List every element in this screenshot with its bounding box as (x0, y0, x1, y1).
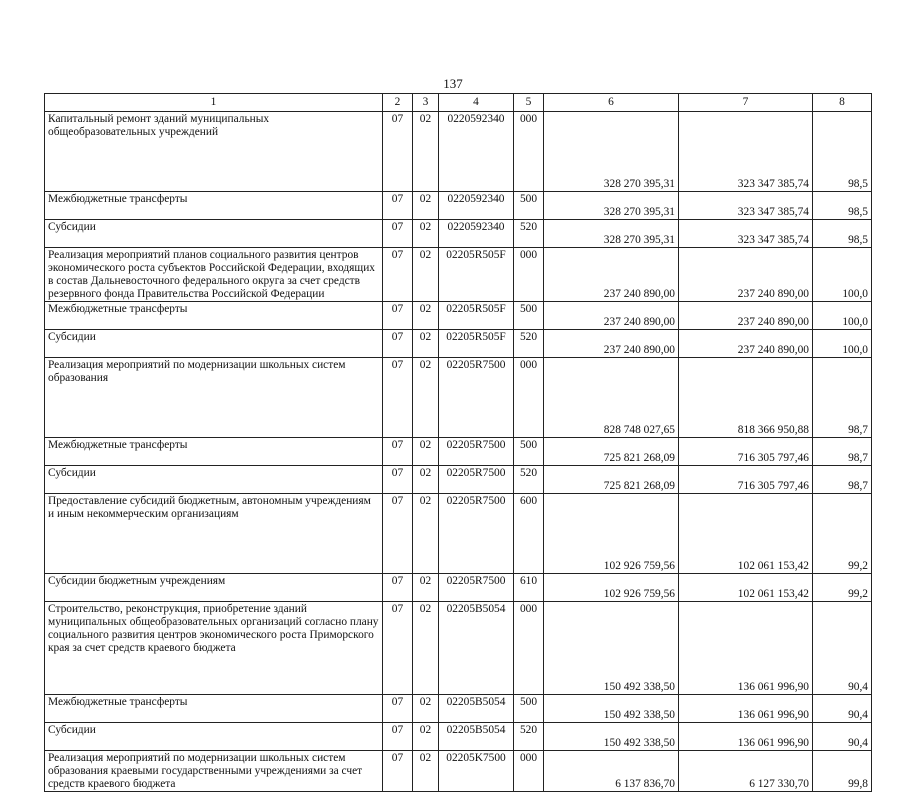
execution-percent-cell: 98,7 (813, 358, 872, 438)
table-row (45, 192, 872, 220)
section-code-cell: 07 (383, 695, 413, 723)
planned-amount-cell: 328 270 395,31 (544, 112, 679, 192)
section-code-cell: 07 (383, 438, 413, 466)
target-article-cell: 02205R7500 (439, 438, 514, 466)
executed-amount-cell: 136 061 996,90 (679, 602, 813, 695)
planned-amount-cell: 328 270 395,31 (544, 220, 679, 248)
subsection-code-cell: 02 (413, 723, 439, 751)
executed-amount-cell: 323 347 385,74 (679, 220, 813, 248)
item-name-cell: Реализация мероприятий планов социального развития центров экономического роста субъектов Российской Федерации, входящих в состав Дальневосточного федерального округа за счет средств резервного фонда Правительства Российской Федерации (45, 248, 383, 302)
subsection-code-cell: 02 (413, 494, 439, 574)
item-name-cell: Строительство, реконструкция, приобретение зданий муниципальных общеобразовательных организаций согласно плану социального развития центров экономического роста Приморского края за счет средств краевого бюджета (45, 602, 383, 695)
execution-percent-cell: 100,0 (813, 330, 872, 358)
planned-amount-cell: 150 492 338,50 (544, 695, 679, 723)
target-article-cell: 0220592340 (439, 220, 514, 248)
subsection-code-cell: 02 (413, 192, 439, 220)
target-article-cell: 02205R7500 (439, 494, 514, 574)
execution-percent-cell: 90,4 (813, 695, 872, 723)
item-name-cell: Межбюджетные трансферты (45, 438, 383, 466)
planned-amount-cell: 102 926 759,56 (544, 574, 679, 602)
expense-type-cell: 520 (514, 220, 544, 248)
execution-percent-cell: 98,7 (813, 466, 872, 494)
section-code-cell: 07 (383, 220, 413, 248)
expense-type-cell: 610 (514, 574, 544, 602)
item-name-cell: Межбюджетные трансферты (45, 302, 383, 330)
table-row (45, 358, 872, 438)
section-code-cell: 07 (383, 248, 413, 302)
execution-percent-cell: 90,4 (813, 602, 872, 695)
column-header: 8 (813, 94, 872, 112)
target-article-cell: 02205R505F (439, 248, 514, 302)
subsection-code-cell: 02 (413, 302, 439, 330)
table-row (45, 602, 872, 695)
target-article-cell: 0220592340 (439, 112, 514, 192)
executed-amount-cell: 6 127 330,70 (679, 751, 813, 792)
planned-amount-cell: 150 492 338,50 (544, 723, 679, 751)
expense-type-cell: 000 (514, 358, 544, 438)
section-code-cell: 07 (383, 494, 413, 574)
subsection-code-cell: 02 (413, 695, 439, 723)
executed-amount-cell: 716 305 797,46 (679, 438, 813, 466)
target-article-cell: 02205K7500 (439, 751, 514, 792)
subsection-code-cell: 02 (413, 220, 439, 248)
section-code-cell: 07 (383, 330, 413, 358)
execution-percent-cell: 99,2 (813, 574, 872, 602)
target-article-cell: 02205B5054 (439, 723, 514, 751)
execution-percent-cell: 98,7 (813, 438, 872, 466)
target-article-cell: 02205R505F (439, 330, 514, 358)
item-name-cell: Межбюджетные трансферты (45, 192, 383, 220)
budget-table (44, 93, 872, 792)
executed-amount-cell: 102 061 153,42 (679, 574, 813, 602)
expense-type-cell: 520 (514, 723, 544, 751)
column-header: 7 (679, 94, 813, 112)
execution-percent-cell: 99,8 (813, 751, 872, 792)
target-article-cell: 0220592340 (439, 192, 514, 220)
expense-type-cell: 500 (514, 695, 544, 723)
item-name-cell: Капитальный ремонт зданий муниципальных общеобразовательных учреждений (45, 112, 383, 192)
subsection-code-cell: 02 (413, 330, 439, 358)
execution-percent-cell: 100,0 (813, 302, 872, 330)
execution-percent-cell: 98,5 (813, 112, 872, 192)
column-header: 1 (45, 94, 383, 112)
subsection-code-cell: 02 (413, 602, 439, 695)
expense-type-cell: 000 (514, 248, 544, 302)
table-row (45, 112, 872, 192)
expense-type-cell: 500 (514, 438, 544, 466)
table-row (45, 330, 872, 358)
executed-amount-cell: 136 061 996,90 (679, 695, 813, 723)
subsection-code-cell: 02 (413, 438, 439, 466)
table-row (45, 466, 872, 494)
target-article-cell: 02205R505F (439, 302, 514, 330)
subsection-code-cell: 02 (413, 466, 439, 494)
executed-amount-cell: 818 366 950,88 (679, 358, 813, 438)
item-name-cell: Реализация мероприятий по модернизации школьных систем образования краевыми государственными учреждениями за счет средств краевого бюджета (45, 751, 383, 792)
table-row (45, 494, 872, 574)
item-name-cell: Субсидии (45, 466, 383, 494)
table-row (45, 723, 872, 751)
section-code-cell: 07 (383, 358, 413, 438)
executed-amount-cell: 102 061 153,42 (679, 494, 813, 574)
execution-percent-cell: 98,5 (813, 192, 872, 220)
execution-percent-cell: 98,5 (813, 220, 872, 248)
column-header: 4 (439, 94, 514, 112)
section-code-cell: 07 (383, 112, 413, 192)
page-number: 137 (443, 76, 463, 91)
planned-amount-cell: 237 240 890,00 (544, 302, 679, 330)
target-article-cell: 02205R7500 (439, 358, 514, 438)
table-row (45, 695, 872, 723)
expense-type-cell: 500 (514, 192, 544, 220)
item-name-cell: Предоставление субсидий бюджетным, автономным учреждениям и иным некоммерческим организациям (45, 494, 383, 574)
executed-amount-cell: 323 347 385,74 (679, 192, 813, 220)
planned-amount-cell: 150 492 338,50 (544, 602, 679, 695)
table-row (45, 302, 872, 330)
executed-amount-cell: 323 347 385,74 (679, 112, 813, 192)
executed-amount-cell: 237 240 890,00 (679, 302, 813, 330)
item-name-cell: Субсидии бюджетным учреждениям (45, 574, 383, 602)
planned-amount-cell: 328 270 395,31 (544, 192, 679, 220)
column-header: 3 (413, 94, 439, 112)
planned-amount-cell: 237 240 890,00 (544, 248, 679, 302)
section-code-cell: 07 (383, 574, 413, 602)
table-row (45, 220, 872, 248)
subsection-code-cell: 02 (413, 751, 439, 792)
header-row (45, 94, 872, 112)
expense-type-cell: 520 (514, 330, 544, 358)
item-name-cell: Межбюджетные трансферты (45, 695, 383, 723)
planned-amount-cell: 237 240 890,00 (544, 330, 679, 358)
expense-type-cell: 000 (514, 602, 544, 695)
planned-amount-cell: 102 926 759,56 (544, 494, 679, 574)
table-row (45, 574, 872, 602)
executed-amount-cell: 136 061 996,90 (679, 723, 813, 751)
planned-amount-cell: 725 821 268,09 (544, 466, 679, 494)
column-header: 5 (514, 94, 544, 112)
execution-percent-cell: 90,4 (813, 723, 872, 751)
section-code-cell: 07 (383, 723, 413, 751)
table-row (45, 248, 872, 302)
section-code-cell: 07 (383, 192, 413, 220)
planned-amount-cell: 6 137 836,70 (544, 751, 679, 792)
planned-amount-cell: 828 748 027,65 (544, 358, 679, 438)
executed-amount-cell: 716 305 797,46 (679, 466, 813, 494)
execution-percent-cell: 99,2 (813, 494, 872, 574)
target-article-cell: 02205R7500 (439, 574, 514, 602)
planned-amount-cell: 725 821 268,09 (544, 438, 679, 466)
item-name-cell: Субсидии (45, 330, 383, 358)
target-article-cell: 02205B5054 (439, 602, 514, 695)
expense-type-cell: 600 (514, 494, 544, 574)
column-header: 6 (544, 94, 679, 112)
column-header: 2 (383, 94, 413, 112)
item-name-cell: Субсидии (45, 723, 383, 751)
expense-type-cell: 000 (514, 751, 544, 792)
subsection-code-cell: 02 (413, 248, 439, 302)
target-article-cell: 02205R7500 (439, 466, 514, 494)
section-code-cell: 07 (383, 466, 413, 494)
item-name-cell: Реализация мероприятий по модернизации школьных систем образования (45, 358, 383, 438)
section-code-cell: 07 (383, 302, 413, 330)
executed-amount-cell: 237 240 890,00 (679, 248, 813, 302)
item-name-cell: Субсидии (45, 220, 383, 248)
subsection-code-cell: 02 (413, 574, 439, 602)
subsection-code-cell: 02 (413, 358, 439, 438)
subsection-code-cell: 02 (413, 112, 439, 192)
expense-type-cell: 520 (514, 466, 544, 494)
table-row (45, 751, 872, 792)
executed-amount-cell: 237 240 890,00 (679, 330, 813, 358)
table-row (45, 438, 872, 466)
target-article-cell: 02205B5054 (439, 695, 514, 723)
expense-type-cell: 000 (514, 112, 544, 192)
section-code-cell: 07 (383, 751, 413, 792)
expense-type-cell: 500 (514, 302, 544, 330)
section-code-cell: 07 (383, 602, 413, 695)
execution-percent-cell: 100,0 (813, 248, 872, 302)
